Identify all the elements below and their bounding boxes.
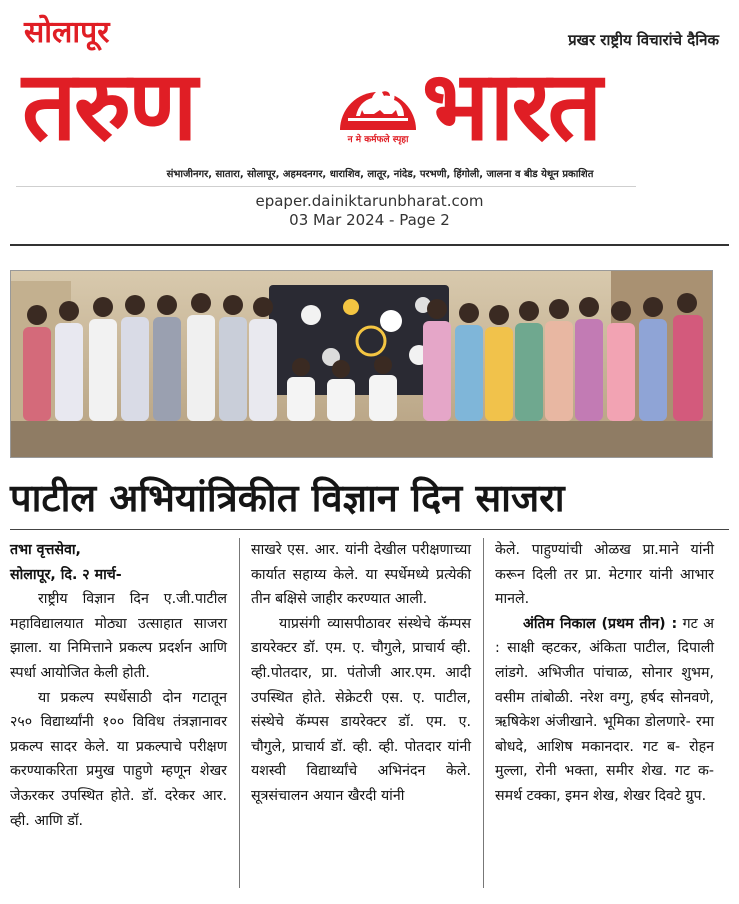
page-date: 03 Mar 2024 - Page 2 [289, 211, 450, 229]
brand-word-left: तरुण [22, 50, 195, 162]
article-paragraph: साखरे एस. आर. यांनी देखील परीक्षणाच्या कार्यात सहाय्य केले. या स्पर्धेमध्ये प्रत्येकी तीन बक्षिसे जाहीर करण्यात आली. [251, 542, 471, 608]
article-photo [10, 270, 713, 458]
edition-list: संभाजीनगर, सातारा, सोलापूर, अहमदनगर, धाराशिव, लातूर, नांदेड, परभणी, हिंगोली, जालना व बीड येथून प्रकाशित [166, 169, 594, 180]
results-heading: अंतिम निकाल (प्रथम तीन) : [523, 615, 678, 632]
edition-city: सोलापूर [24, 15, 110, 50]
article-paragraph: राष्ट्रीय विज्ञान दिन ए.जी.पाटील महाविद्यालयात मोठ्या उत्साहात साजरा झाला. या निमित्ताने प्रकल्प प्रदर्शन आणि स्पर्धा आयोजित केली होती. [10, 591, 227, 681]
masthead-divider [16, 186, 636, 187]
headline-divider [10, 529, 729, 530]
group-photo-illustration [11, 271, 713, 458]
article-column-1 [10, 538, 227, 833]
lion-emblem-svg [334, 66, 422, 132]
masthead-tagline: प्रखर राष्ट्रीय विचारांचे दैनिक [568, 31, 719, 49]
brand-word-right: भारत [422, 50, 600, 162]
section-divider [10, 244, 729, 246]
article-paragraph: या प्रकल्प स्पर्धेसाठी दोन गटातून २५० विद्यार्थ्यांनी १०० विविध तंत्रज्ञानावर प्रकल्प सादर केले. या प्रकल्पाचे परीक्षण करण्याकरिता प्रमुख पाहुणे म्हणून शेखर जेऊरकर उपस्थित होते. डॉ. दरेकर आर. व्ही. आणि डॉ. [10, 689, 227, 829]
newspaper-brand[interactable] [22, 50, 722, 162]
article-paragraph: याप्रसंगी व्यासपीठावर संस्थेचे कॅम्पस डायरेक्टर डॉ. एम. ए. चौगुले, प्राचार्य व्ही. व्ही.पोतदार, प्रा. पंतोजी आर.एम. आदी उपस्थित होते. सेक्रेटरी एस. ए. पाटील, संस्थेचे कॅम्पस डायरेक्टर डॉ. एम. ए. चौगुले, प्राचार्य डॉ. व्ही. व्ही. पोतदार यांनी यशस्वी विद्यार्थ्यांचे अभिनंदन केले. सूत्रसंचालन अयान खैरदी यांनी [251, 615, 471, 804]
column-divider [483, 538, 484, 888]
epaper-site-link[interactable]: epaper.dainiktarunbharat.com [255, 192, 484, 210]
results-list: गट अ : साक्षी व्हटकर, अंकिता पाटील, दिपाली लांडगे. अभिजीत पांचाळ, सोनार शुभम, वसीम तांबोळी. नरेश वग्गु, हर्षद सोनवणे, ऋषिकेश अंजीखाने. भूमिका डोलणारे- रमा बोधदे, आशिष मकानदार. गट ब- रोहन मुल्ला, रोनी भक्ता, समीर शेख. गट क- समर्थ टक्का, इमन शेख, शेखर दिवटे ग्रुप. [495, 615, 714, 804]
article-column-2 [251, 538, 471, 809]
article-source: तभा वृत्तसेवा, [10, 542, 81, 558]
article-headline: पाटील अभियांत्रिकीत विज्ञान दिन साजरा [10, 476, 565, 520]
article-column-3 [495, 538, 714, 809]
column-divider [239, 538, 240, 888]
article-dateline: सोलापूर, दि. २ मार्च- [10, 566, 122, 583]
logo-motto: न मे कर्मफले स्पृहा [347, 135, 409, 145]
article-paragraph: केले. पाहुण्यांची ओळख प्रा.माने यांनी करून दिली तर प्रा. मेटगार यांनी आभार मानले. [495, 542, 714, 608]
masthead [0, 0, 739, 190]
lion-emblem-icon [334, 66, 422, 150]
epaper-info [0, 192, 739, 230]
